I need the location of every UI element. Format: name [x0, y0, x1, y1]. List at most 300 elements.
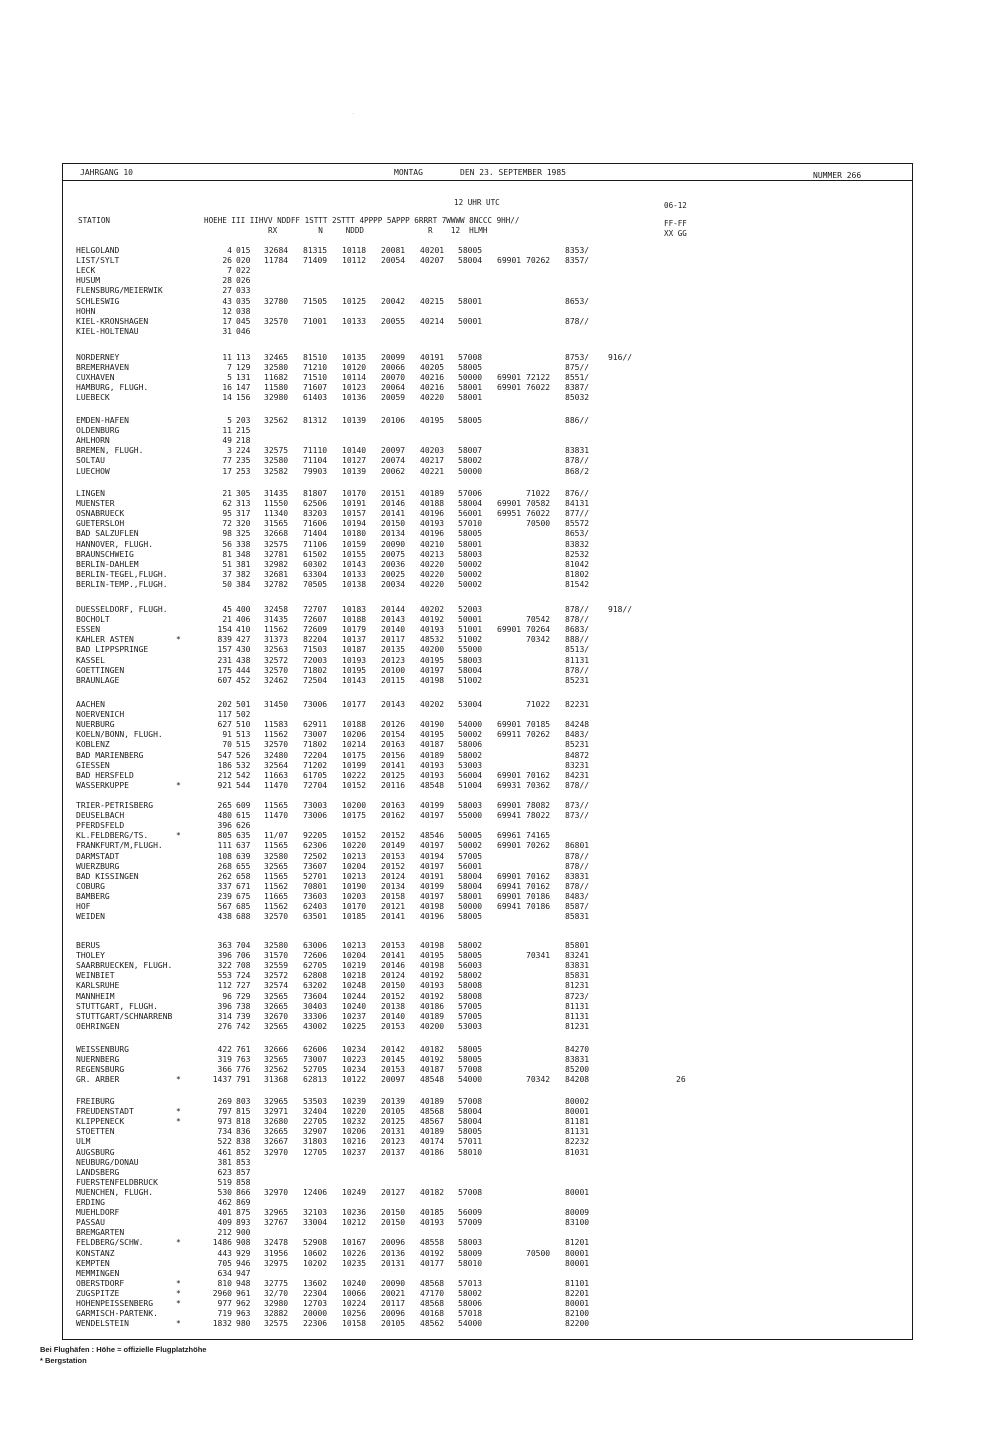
- table-cell: 54000: [458, 1075, 483, 1085]
- table-cell: 31373: [264, 635, 289, 645]
- station-name: KARLSRUHE: [76, 981, 120, 991]
- table-cell: 81042: [565, 559, 590, 569]
- station-name: KEMPTEN: [76, 1258, 110, 1268]
- table-cell: 72606: [303, 951, 328, 961]
- table-cell: 40193: [420, 519, 445, 529]
- table-cell: 20064: [381, 383, 406, 393]
- table-cell: 10213: [342, 851, 367, 861]
- table-cell: 40195: [420, 655, 445, 665]
- table-cell: 83100: [565, 1218, 590, 1228]
- table-cell: 32404: [303, 1107, 328, 1117]
- table-cell: 72003: [303, 655, 328, 665]
- table-cell: 10167: [342, 1238, 367, 1248]
- table-cell: 20138: [381, 1001, 406, 1011]
- table-cell: 20141: [381, 951, 406, 961]
- table-cell: 84270: [565, 1045, 590, 1054]
- table-cell: 70186: [526, 891, 551, 901]
- table-cell: 81131: [565, 1001, 590, 1011]
- table-cell: 69901: [497, 720, 522, 730]
- mountain-station-marker: *: [176, 635, 181, 645]
- table-cell: 688: [236, 912, 251, 922]
- table-cell: 32570: [264, 316, 289, 326]
- table-cell: 553: [217, 971, 232, 981]
- table-cell: 51001: [458, 625, 483, 635]
- table-cell: 10212: [342, 1218, 367, 1228]
- table-cell: 32575: [264, 539, 289, 549]
- table-cell: 32480: [264, 750, 289, 760]
- table-cell: 522: [217, 1137, 232, 1147]
- table-cell: 83831: [565, 1055, 590, 1065]
- table-cell: 32103: [303, 1208, 328, 1218]
- table-cell: 32562: [264, 416, 289, 425]
- table-cell: 40197: [420, 665, 445, 675]
- table-cell: 20106: [381, 416, 406, 425]
- table-cell: 40189: [420, 1127, 445, 1137]
- table-cell: 40189: [420, 489, 445, 498]
- table-cell: 61502: [303, 549, 328, 559]
- table-cell: 50002: [458, 559, 483, 569]
- table-cell: 47170: [420, 1288, 445, 1298]
- table-cell: 706: [236, 951, 251, 961]
- table-cell: 319: [217, 1055, 232, 1065]
- table-cell: 046: [236, 326, 251, 336]
- table-cell: 381: [236, 559, 251, 569]
- table-cell: 83831: [565, 446, 590, 456]
- table-cell: 80001: [565, 1299, 590, 1308]
- table-cell: 32570: [264, 665, 289, 675]
- station-name: LECK: [76, 266, 96, 276]
- table-cell: 10133: [342, 316, 367, 326]
- table-cell: 62403: [303, 902, 328, 911]
- station-name: KLIPPENECK: [76, 1117, 125, 1127]
- table-cell: 83203: [303, 509, 328, 519]
- station-name: DEUSELBACH: [76, 811, 125, 821]
- table-cell: 40186: [420, 1001, 445, 1011]
- station-column-header: STATION: [78, 216, 111, 225]
- table-cell: 20126: [381, 720, 406, 730]
- table-cell: 10249: [342, 1187, 367, 1197]
- table-cell: 10133: [342, 569, 367, 579]
- table-cell: 20097: [381, 1075, 406, 1085]
- station-name: AUGSBURG: [76, 1147, 115, 1157]
- table-cell: 11550: [264, 499, 289, 509]
- table-cell: 40201: [420, 246, 445, 255]
- table-cell: 20066: [381, 363, 406, 373]
- table-cell: 947: [236, 1268, 251, 1278]
- table-cell: 22306: [303, 1319, 328, 1329]
- table-cell: 929: [236, 1248, 251, 1258]
- table-cell: 839: [217, 635, 232, 645]
- table-cell: 58005: [458, 1055, 483, 1065]
- table-cell: 53003: [458, 1021, 483, 1031]
- table-cell: 81131: [565, 655, 590, 665]
- table-cell: 742: [236, 1021, 251, 1031]
- table-cell: 20134: [381, 881, 406, 891]
- table-cell: 626: [236, 821, 251, 831]
- table-cell: 427: [236, 635, 251, 645]
- table-cell: 8483/: [565, 730, 590, 740]
- table-cell: 32462: [264, 675, 289, 685]
- table-cell: 69901: [497, 770, 522, 780]
- table-cell: 20150: [381, 519, 406, 529]
- table-cell: 20123: [381, 655, 406, 665]
- table-cell: 45: [222, 605, 232, 614]
- table-cell: 70362: [526, 780, 551, 790]
- table-cell: 908: [236, 1238, 251, 1248]
- table-cell: 10220: [342, 841, 367, 851]
- table-cell: 40191: [420, 353, 445, 362]
- table-cell: 10158: [342, 1319, 367, 1329]
- table-cell: 11340: [264, 509, 289, 519]
- table-cell: 52705: [303, 1065, 328, 1075]
- station-name: COBURG: [76, 881, 105, 891]
- table-cell: 20143: [381, 615, 406, 625]
- table-cell: 20105: [381, 1319, 406, 1329]
- table-cell: 40197: [420, 891, 445, 901]
- table-cell: 54000: [458, 720, 483, 730]
- table-cell: 396: [217, 1001, 232, 1011]
- table-cell: 17: [222, 316, 232, 326]
- station-name: FLENSBURG/MEIERWIK: [76, 286, 163, 296]
- table-cell: 69901: [497, 383, 522, 393]
- table-cell: 56004: [458, 770, 483, 780]
- table-cell: 212: [217, 1228, 232, 1238]
- table-cell: 69961: [497, 831, 522, 841]
- station-name: WEISSENBURG: [76, 1045, 129, 1054]
- table-cell: 20096: [381, 1309, 406, 1319]
- table-cell: 85831: [565, 912, 590, 922]
- table-cell: 20131: [381, 1258, 406, 1268]
- station-name: CUXHAVEN: [76, 373, 115, 383]
- table-cell: 52701: [303, 871, 328, 881]
- table-cell: 40192: [420, 991, 445, 1001]
- table-cell: 96: [222, 991, 232, 1001]
- table-cell: 21: [222, 489, 232, 498]
- table-cell: 946: [236, 1258, 251, 1268]
- table-cell: 515: [236, 740, 251, 750]
- table-cell: 85231: [565, 675, 590, 685]
- table-cell: 58010: [458, 1147, 483, 1157]
- table-cell: 8683/: [565, 625, 590, 635]
- table-cell: 50005: [458, 831, 483, 841]
- table-cell: 7: [227, 363, 232, 373]
- station-name: HANNOVER, FLUGH.: [76, 539, 154, 549]
- table-cell: 32570: [264, 912, 289, 922]
- station-name: BAD MARIENBERG: [76, 750, 144, 760]
- table-cell: 400: [236, 605, 251, 614]
- table-cell: 52003: [458, 605, 483, 614]
- table-cell: 62808: [303, 971, 328, 981]
- table-cell: 20075: [381, 549, 406, 559]
- station-name: GUETERSLOH: [76, 519, 125, 529]
- table-cell: 70505: [303, 579, 328, 589]
- table-cell: 20055: [381, 316, 406, 326]
- table-cell: 878//: [565, 615, 590, 625]
- table-cell: 69941: [497, 881, 522, 891]
- table-cell: 10143: [342, 559, 367, 569]
- station-name: NUERNBERG: [76, 1055, 120, 1065]
- table-cell: 40192: [420, 971, 445, 981]
- station-name: KOBLENZ: [76, 740, 110, 750]
- station-name: FUERSTENFELDBRUCK: [76, 1177, 158, 1187]
- table-cell: 857: [236, 1167, 251, 1177]
- table-cell: 11583: [264, 720, 289, 730]
- station-name: BAMBERG: [76, 891, 110, 901]
- table-cell: 10213: [342, 941, 367, 950]
- table-cell: 430: [236, 645, 251, 655]
- table-cell: 81201: [565, 1238, 590, 1248]
- table-cell: 58001: [458, 539, 483, 549]
- table-cell: 32458: [264, 605, 289, 614]
- table-cell: 69941: [497, 902, 522, 911]
- table-cell: 20151: [381, 489, 406, 498]
- table-cell: 20150: [381, 1218, 406, 1228]
- table-cell: 12: [222, 306, 232, 316]
- table-cell: 48546: [420, 831, 445, 841]
- table-cell: 269: [217, 1097, 232, 1106]
- table-cell: 675: [236, 891, 251, 901]
- table-cell: 10177: [342, 700, 367, 709]
- table-cell: 70500: [526, 1248, 551, 1258]
- station-name: HOHN: [76, 306, 96, 316]
- table-cell: 401: [217, 1208, 232, 1218]
- table-cell: 70162: [526, 770, 551, 780]
- table-cell: 038: [236, 306, 251, 316]
- table-cell: 10143: [342, 675, 367, 685]
- table-cell: 49: [222, 436, 232, 446]
- table-cell: 10226: [342, 1248, 367, 1258]
- table-cell: 80009: [565, 1208, 590, 1218]
- table-cell: 50002: [458, 730, 483, 740]
- table-cell: 10136: [342, 393, 367, 403]
- table-cell: 797: [217, 1107, 232, 1117]
- table-cell: 69901: [497, 373, 522, 383]
- table-cell: 31435: [264, 615, 289, 625]
- table-cell: 10195: [342, 665, 367, 675]
- table-cell: 322: [217, 961, 232, 971]
- table-cell: 10199: [342, 760, 367, 770]
- table-cell: 10138: [342, 579, 367, 589]
- table-cell: 20096: [381, 1238, 406, 1248]
- table-cell: 58002: [458, 750, 483, 760]
- table-cell: 363: [217, 941, 232, 950]
- table-cell: 20141: [381, 509, 406, 519]
- gust-column-header: FF-FF: [664, 219, 687, 228]
- table-cell: 10120: [342, 363, 367, 373]
- table-cell: 40220: [420, 569, 445, 579]
- mountain-station-marker: *: [176, 1107, 181, 1117]
- station-name: KOELN/BONN, FLUGH.: [76, 730, 163, 740]
- station-name: TRIER-PETRISBERG: [76, 801, 154, 810]
- table-cell: 547: [217, 750, 232, 760]
- table-cell: 154: [217, 625, 232, 635]
- table-cell: 58006: [458, 1299, 483, 1308]
- table-cell: 305: [236, 489, 251, 498]
- table-cell: 11565: [264, 841, 289, 851]
- table-cell: 12703: [303, 1299, 328, 1308]
- table-cell: 147: [236, 383, 251, 393]
- station-name: OEHRINGEN: [76, 1021, 120, 1031]
- table-cell: 70162: [526, 881, 551, 891]
- table-cell: 56: [222, 539, 232, 549]
- table-cell: 20134: [381, 529, 406, 539]
- table-cell: 20115: [381, 675, 406, 685]
- code-column-headers: HOEHE III IIHVV NDDFF 1STTT 2STTT 4PPPP 5APPP 6RRRT 7WWWW 8NCCC 9HH//: [204, 216, 520, 225]
- table-cell: 32580: [264, 363, 289, 373]
- table-cell: 20070: [381, 373, 406, 383]
- table-cell: 81131: [565, 1011, 590, 1021]
- table-cell: 31450: [264, 700, 289, 709]
- table-cell: 71404: [303, 529, 328, 539]
- table-cell: 32971: [264, 1107, 289, 1117]
- table-cell: 69901: [497, 871, 522, 881]
- table-cell: 31435: [264, 489, 289, 498]
- table-cell: 31803: [303, 1137, 328, 1147]
- table-cell: 58001: [458, 393, 483, 403]
- table-cell: 58005: [458, 416, 483, 425]
- time-range-label: 06-12: [664, 201, 687, 210]
- table-cell: 1832: [212, 1319, 232, 1329]
- table-cell: 10187: [342, 645, 367, 655]
- table-cell: 10204: [342, 861, 367, 871]
- station-name: FRANKFURT/M,FLUGH.: [76, 841, 163, 851]
- table-cell: 40193: [420, 760, 445, 770]
- table-cell: 10240: [342, 1278, 367, 1288]
- table-cell: 31368: [264, 1075, 289, 1085]
- table-cell: 72704: [303, 780, 328, 790]
- table-cell: 81542: [565, 579, 590, 589]
- table-cell: 40215: [420, 296, 445, 306]
- station-name: HOHENPEISSENBERG: [76, 1299, 154, 1308]
- station-name: PFERDSFELD: [76, 821, 125, 831]
- table-cell: 81312: [303, 416, 328, 425]
- mountain-station-marker: *: [176, 1319, 181, 1329]
- table-cell: 020: [236, 256, 251, 266]
- table-cell: 869: [236, 1198, 251, 1207]
- table-cell: 48568: [420, 1299, 445, 1308]
- table-cell: 58005: [458, 246, 483, 255]
- table-cell: 70262: [526, 256, 551, 266]
- table-cell: 20021: [381, 1288, 406, 1298]
- table-cell: 10152: [342, 831, 367, 841]
- table-cell: 73007: [303, 1055, 328, 1065]
- table-cell: 40189: [420, 750, 445, 760]
- table-cell: 84231: [565, 770, 590, 780]
- table-cell: 129: [236, 363, 251, 373]
- table-cell: 40220: [420, 579, 445, 589]
- table-cell: 20099: [381, 353, 406, 362]
- table-cell: 325: [236, 529, 251, 539]
- table-cell: 8653/: [565, 529, 590, 539]
- table-cell: 10139: [342, 416, 367, 425]
- table-cell: 69941: [497, 811, 522, 821]
- table-cell: 58010: [458, 1258, 483, 1268]
- table-cell: 10188: [342, 615, 367, 625]
- table-cell: 58005: [458, 1127, 483, 1137]
- table-cell: 26: [222, 256, 232, 266]
- table-cell: 69911: [497, 730, 522, 740]
- station-name: KAHLER ASTEN: [76, 635, 134, 645]
- table-cell: 71607: [303, 383, 328, 393]
- issue-number: NUMMER 266: [813, 171, 862, 180]
- table-cell: 853: [236, 1157, 251, 1167]
- table-cell: 615: [236, 811, 251, 821]
- table-cell: 78082: [526, 801, 551, 810]
- table-cell: 48567: [420, 1117, 445, 1127]
- table-cell: 40191: [420, 871, 445, 881]
- table-cell: 11665: [264, 891, 289, 901]
- table-cell: 85032: [565, 393, 590, 403]
- mountain-station-marker: *: [176, 1278, 181, 1288]
- table-cell: 73603: [303, 891, 328, 901]
- table-cell: 71510: [303, 373, 328, 383]
- table-cell: 10214: [342, 740, 367, 750]
- table-cell: 57018: [458, 1309, 483, 1319]
- table-cell: 31570: [264, 951, 289, 961]
- table-cell: 962: [236, 1299, 251, 1308]
- table-cell: 10232: [342, 1117, 367, 1127]
- station-name: KIEL-HOLTENAU: [76, 326, 139, 336]
- table-cell: 40202: [420, 605, 445, 614]
- table-cell: 32665: [264, 1001, 289, 1011]
- table-cell: 62705: [303, 961, 328, 971]
- table-cell: 235: [236, 456, 251, 466]
- station-name: HUSUM: [76, 276, 101, 286]
- table-cell: 12406: [303, 1187, 328, 1197]
- table-cell: 50000: [458, 902, 483, 911]
- table-cell: 708: [236, 961, 251, 971]
- station-name: ZUGSPITZE: [76, 1288, 120, 1298]
- table-cell: 231: [217, 655, 232, 665]
- footnote-mountain-station: * Bergstation: [40, 1356, 87, 1365]
- table-cell: 40200: [420, 1021, 445, 1031]
- table-cell: 83832: [565, 539, 590, 549]
- table-cell: 32882: [264, 1309, 289, 1319]
- table-cell: 1437: [212, 1075, 232, 1085]
- station-name: DARMSTADT: [76, 851, 120, 861]
- table-cell: 639: [236, 851, 251, 861]
- table-cell: 91: [222, 730, 232, 740]
- table-cell: 84208: [565, 1075, 590, 1085]
- table-cell: 58008: [458, 981, 483, 991]
- table-cell: 32666: [264, 1045, 289, 1054]
- table-cell: 50002: [458, 569, 483, 579]
- table-cell: 81807: [303, 489, 328, 498]
- table-cell: 10140: [342, 446, 367, 456]
- table-cell: 10170: [342, 489, 367, 498]
- table-cell: 396: [217, 951, 232, 961]
- report-frame: [62, 163, 913, 1340]
- table-cell: 72707: [303, 605, 328, 614]
- table-cell: 26: [676, 1075, 686, 1085]
- report-header: [62, 163, 913, 181]
- table-cell: 20117: [381, 635, 406, 645]
- table-cell: 20036: [381, 559, 406, 569]
- table-cell: 11562: [264, 902, 289, 911]
- table-cell: 320: [236, 519, 251, 529]
- table-cell: 58001: [458, 383, 483, 393]
- table-cell: 32565: [264, 1055, 289, 1065]
- table-cell: 58004: [458, 1107, 483, 1117]
- station-name: HAMBURG, FLUGH.: [76, 383, 149, 393]
- station-name: BREMEN, FLUGH.: [76, 446, 144, 456]
- station-name: LUECHOW: [76, 466, 110, 476]
- table-cell: 79903: [303, 466, 328, 476]
- table-cell: 218: [236, 436, 251, 446]
- table-cell: 10220: [342, 1107, 367, 1117]
- table-cell: 20141: [381, 760, 406, 770]
- table-cell: 32782: [264, 579, 289, 589]
